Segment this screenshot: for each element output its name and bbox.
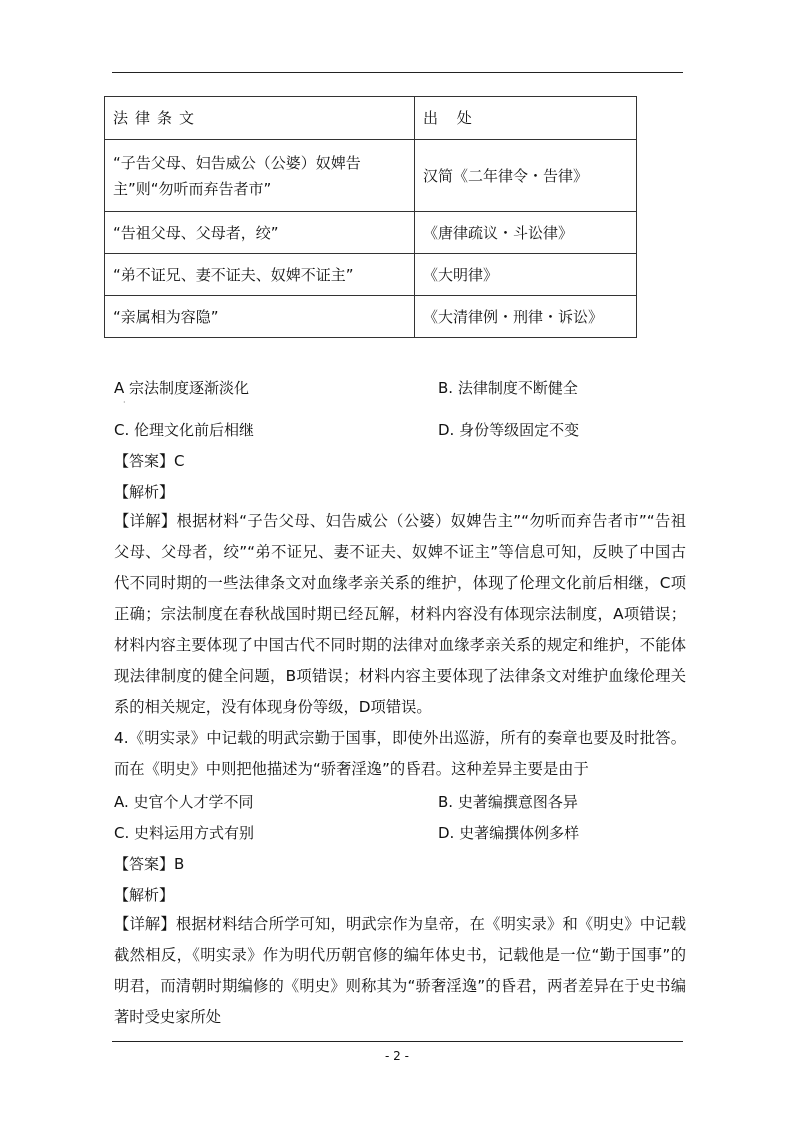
table-row [105, 254, 637, 296]
header-rule [112, 72, 683, 73]
q4-option-c: C. 史料运用方式有别 [114, 824, 255, 842]
table-cell: “告祖父母、父母者，绞” [105, 212, 415, 254]
q3-option-d: D. 身份等级固定不变 [438, 421, 580, 439]
table-row [105, 296, 637, 338]
table-cell: 《大明律》 [415, 254, 637, 296]
q4-option-b: B. 史著编撰意图各异 [438, 793, 578, 811]
table-cell: “亲属相为容隐” [105, 296, 415, 338]
q4-stem: 4.《明实录》中记载的明武宗勤于国事，即使外出巡游，所有的奏章也要及时批答。而在《明史》中则把他描述为“骄奢淫逸”的昏君。这种差异主要是由于 [114, 729, 686, 778]
q3-analysis-label: 【解析】 [114, 483, 175, 501]
table-header-cell: 法律条文 [105, 97, 415, 140]
table-row [105, 140, 637, 212]
q3-option-a: A 宗法制度逐渐淡化 [114, 379, 250, 397]
table-cell: 《唐律疏议・斗讼律》 [415, 212, 637, 254]
table-cell: “弟不证兄、妻不证夫、奴婢不证主” [105, 254, 415, 296]
q3-detail: 【详解】根据材料“子告父母、妇告威公（公婆）奴婢告主”“勿听而弃告者市”“告祖父母、父母者，绞”“弟不证兄、妻不证夫、奴婢不证主”等信息可知，反映了中国古代不同时期的一些法律条文对血缘孝亲关系的维护，体现了伦理文化前后相继，C项正确；宗法制度在春秋战国时期已经瓦解，材料内容没有体现宗法制度，A项错误；材料内容主要体现了中国古代不同时期的法律对血缘孝亲关系的规定和维护，不能体现法律制度的健全问题，B项错误；材料内容主要体现了法律条文对维护血缘伦理关系的相关规定，没有体现身份等级，D项错误。 [114, 512, 686, 716]
table-cell: 《大清律例・刑律・诉讼》 [415, 296, 637, 338]
page-number: - 2 - [385, 1049, 409, 1063]
q4-detail: 【详解】根据材料结合所学可知，明武宗作为皇帝，在《明实录》和《明史》中记载截然相反，《明实录》作为明代历朝官修的编年体史书，记载他是一位“勤于国事”的明君，而清朝时期编修的《明史》则称其为“骄奢淫逸”的昏君，两者差异在于史书编著时受史家所处 [114, 915, 686, 1026]
q4-analysis-label: 【解析】 [114, 886, 175, 904]
q4-option-a: A. 史官个人才学不同 [114, 793, 254, 811]
stray-dot-mark: · [123, 398, 126, 407]
q3-option-c: C. 伦理文化前后相继 [114, 421, 255, 439]
footer-rule [112, 1041, 683, 1042]
q3-option-b: B. 法律制度不断健全 [438, 379, 578, 397]
table-row [105, 212, 637, 254]
table-header-row [105, 97, 637, 140]
q4-option-d: D. 史著编撰体例多样 [438, 824, 580, 842]
q3-answer: 【答案】C [114, 452, 185, 470]
table-header-cell: 出 处 [415, 97, 637, 140]
table-cell: “子告父母、妇告威公（公婆）奴婢告主”则“勿听而弃告者市” [105, 140, 415, 212]
q4-answer: 【答案】B [114, 855, 185, 873]
table-cell: 汉简《二年律令・告律》 [415, 140, 637, 212]
law-table [104, 96, 637, 338]
